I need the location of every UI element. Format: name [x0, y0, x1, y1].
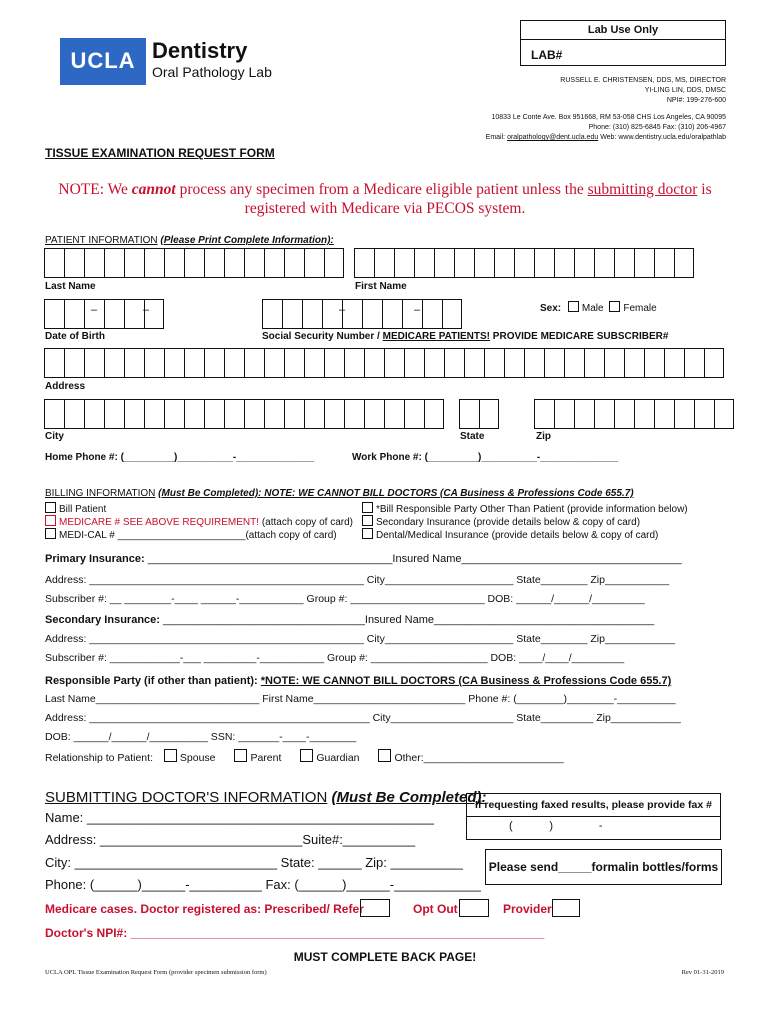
footer-form-name: UCLA OPL Tissue Examination Request Form (provider specimen submission form)	[45, 969, 267, 976]
dental-insurance-option: Dental/Medical Insurance (provide details below & copy of card)	[362, 528, 658, 541]
back-page-notice: MUST COMPLETE BACK PAGE!	[293, 950, 477, 964]
address-label: Address	[45, 381, 86, 392]
doctor-city-line[interactable]: City: ____________________________ State: ______ Zip: __________	[45, 855, 463, 870]
footer-revision: Rev 01-31-2019	[681, 969, 724, 976]
prescribed-refer-box[interactable]	[360, 899, 390, 917]
bill-patient-checkbox[interactable]	[45, 502, 56, 513]
send-request-text: Please send_____formalin bottles/forms	[488, 860, 719, 874]
doctor-phone-line[interactable]: Phone: (______)______-__________ Fax: (______)______-____________	[45, 877, 481, 892]
patient-heading: PATIENT INFORMATION (Please Print Complete Information):	[45, 235, 334, 246]
guardian-checkbox[interactable]	[300, 749, 313, 762]
ssn-dash-1: –	[339, 304, 346, 316]
male-label: Male	[581, 303, 604, 314]
medical-checkbox[interactable]	[45, 528, 56, 539]
primary-insurance-line[interactable]: Primary Insurance: ________________________________________Insured Name____________________________________	[45, 553, 682, 565]
lab-address: 10833 Le Conte Ave. Box 951668, RM 53-058 CHS Los Angeles, CA 90095	[491, 114, 726, 121]
city-cells[interactable]	[44, 399, 444, 429]
zip-label: Zip	[536, 431, 551, 442]
medicare-note: NOTE: We cannot process any specimen from a Medicare eligible patient unless the submitting doctor is registered with Medicare via PECOS system.	[58, 181, 712, 217]
lab-phone: Phone: (310) 825-6845 Fax: (310) 206-4967	[588, 124, 726, 131]
fax-request-title: If requesting faxed results, please provide fax #	[475, 799, 712, 811]
director-block	[560, 76, 726, 106]
first-name-cells[interactable]	[354, 248, 694, 278]
work-phone-field[interactable]: Work Phone #: (_________)__________-______________	[352, 452, 619, 463]
dob-dash-2: –	[143, 304, 150, 316]
last-name-cells[interactable]	[44, 248, 344, 278]
doctor-heading: SUBMITTING DOCTOR'S INFORMATION (Must Be Completed):	[45, 789, 487, 806]
provider-box[interactable]	[552, 899, 580, 917]
secondary-insurance-line[interactable]: Secondary Insurance: _________________________________Insured Name____________________________________	[45, 614, 655, 626]
relationship-line: Relationship to Patient: Spouse Parent Guardian Other:________________________	[45, 749, 564, 764]
zip-cells[interactable]	[534, 399, 734, 429]
responsible-heading: Responsible Party (if other than patient): *NOTE: WE CANNOT BILL DOCTORS (CA Business & Professions Code 655.7)	[45, 675, 672, 687]
fax-number-field[interactable]: ( ) -	[509, 820, 603, 832]
first-name-label: First Name	[355, 281, 407, 292]
ssn-label: Social Security Number / MEDICARE PATIENTS! PROVIDE MEDICARE SUBSCRIBER#	[262, 331, 669, 342]
sex-female-checkbox[interactable]	[609, 301, 620, 312]
provider-label: Provider	[503, 902, 552, 916]
bill-responsible-checkbox[interactable]	[362, 502, 373, 513]
address-cells[interactable]	[44, 348, 724, 378]
sex-male-checkbox[interactable]	[568, 301, 579, 312]
email-link[interactable]: oralpathology@dent.ucla.edu	[507, 134, 599, 141]
send-request-box[interactable]	[485, 849, 722, 885]
lab-contact	[486, 113, 726, 143]
state-cells[interactable]	[459, 399, 499, 429]
opt-out-label: Opt Out	[413, 902, 458, 916]
responsible-name-line[interactable]: Last Name____________________________ First Name__________________________ Phone #: (________)________-__________	[45, 693, 676, 705]
secondary-subscriber-line[interactable]: Subscriber #: ____________-___ _________-___________ Group #: ____________________ DOB: ____/____/_________	[45, 652, 625, 664]
primary-subscriber-line[interactable]: Subscriber #: __ ________-____ ______-___________ Group #: _______________________ DOB: ______/______/_________	[45, 593, 645, 605]
medicare-registration-label: Medicare cases. Doctor registered as: Prescribed/ Refer	[45, 902, 364, 916]
secondary-address-line[interactable]: Address: _______________________________________________ City______________________ State________ Zip____________	[45, 633, 676, 645]
director-npi: NPI#: 199-276-600	[666, 97, 726, 104]
lab-use-header: Lab Use Only	[587, 24, 659, 36]
lab-number-label: LAB#	[531, 48, 563, 62]
director-line1: RUSSELL E. CHRISTENSEN, DDS, MS, DIRECTOR	[560, 77, 726, 84]
bill-patient-option: Bill Patient	[45, 502, 106, 515]
fax-request-box[interactable]	[466, 793, 721, 840]
medicare-checkbox[interactable]	[45, 515, 56, 526]
opt-out-box[interactable]	[459, 899, 489, 917]
logo-dentistry: Dentistry	[152, 38, 248, 63]
ssn-dash-2: –	[414, 304, 421, 316]
ucla-wordmark: UCLA	[70, 48, 136, 73]
ucla-logo	[60, 38, 146, 85]
state-label: State	[460, 431, 485, 442]
dob-dash-1: –	[91, 304, 98, 316]
responsible-address-line[interactable]: Address: ________________________________________________ City_____________________ State_________ Zip____________	[45, 712, 681, 724]
female-label: Female	[623, 303, 657, 314]
logo-subtitle: Oral Pathology Lab	[152, 64, 272, 80]
ssn-cells[interactable]	[262, 299, 462, 329]
bill-responsible-option: *Bill Responsible Party Other Than Patient (provide information below)	[362, 502, 688, 515]
other-checkbox[interactable]	[378, 749, 391, 762]
doctor-address-line[interactable]: Address: ____________________________Suite#:__________	[45, 832, 416, 847]
responsible-dob-line[interactable]: DOB: ______/______/__________ SSN: _______-____-________	[45, 731, 357, 743]
doctor-name-line[interactable]: Name: ________________________________________________	[45, 810, 434, 825]
primary-address-line[interactable]: Address: _______________________________________________ City______________________ State________ Zip___________	[45, 574, 670, 586]
secondary-insurance-option: Secondary Insurance (provide details below & copy of card)	[362, 515, 640, 528]
spouse-checkbox[interactable]	[164, 749, 177, 762]
billing-heading: BILLING INFORMATION (Must Be Completed): NOTE: WE CANNOT BILL DOCTORS (CA Business & Professions Code 655.7)	[45, 488, 634, 499]
parent-checkbox[interactable]	[234, 749, 247, 762]
dental-insurance-checkbox[interactable]	[362, 528, 373, 539]
home-phone-field[interactable]: Home Phone #: (_________)__________-______________	[45, 452, 315, 463]
doctor-npi-line[interactable]: Doctor's NPI#: ______________________________________________________________	[45, 926, 545, 940]
medicare-option: MEDICARE # SEE ABOVE REQUIREMENT! (attach copy of card)	[45, 515, 353, 528]
form-title: TISSUE EXAMINATION REQUEST FORM	[45, 146, 275, 160]
email-label: Email:	[485, 134, 506, 141]
lab-use-box	[520, 20, 726, 66]
last-name-label: Last Name	[45, 281, 96, 292]
web-link[interactable]: Web: www.dentistry.ucla.edu/oralpathlab	[600, 134, 726, 141]
dob-label: Date of Birth	[45, 331, 105, 342]
medical-option: MEDI-CAL # _______________________(attach copy of card)	[45, 528, 337, 541]
secondary-insurance-checkbox[interactable]	[362, 515, 373, 526]
sex-field: Sex: Male Female	[540, 303, 657, 314]
city-label: City	[45, 431, 64, 442]
director-line2: YI-LING LIN, DDS, DMSC	[644, 87, 726, 94]
